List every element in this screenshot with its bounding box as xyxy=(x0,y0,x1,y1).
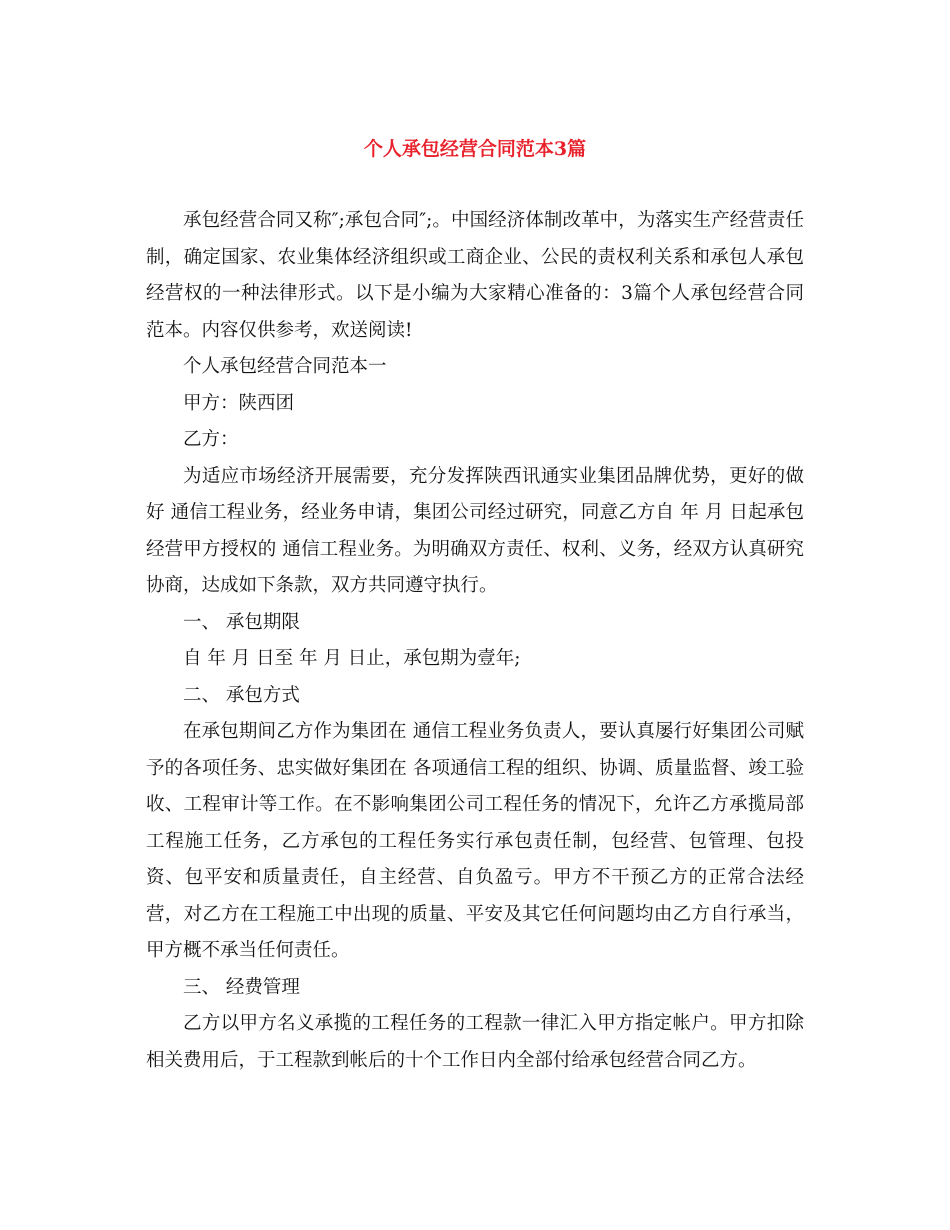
party-a-line: 甲方：陕西团 xyxy=(183,392,295,414)
clause-heading-term: 一、 承包期限 xyxy=(183,611,300,633)
party-b-line: 乙方： xyxy=(183,429,239,450)
document-title: 个人承包经营合同范本3篇 xyxy=(363,138,587,160)
clause-term-text: 自 年 月 日至 年 月 日止，承包期为壹年; xyxy=(183,648,521,669)
intro-paragraph: 承包经营合同又称″;承包合同″;。中国经济体制改革中，为落实生产经营责任制，确定国家、农业集体经济组织或工商企业、公民的责权利关系和承包人承包经营权的一种法律形式。以下是小编为大家精心准备的：3篇个人承包经营合同范本。内容仅供参考，欢送阅读! xyxy=(146,210,804,341)
preamble-paragraph: 为适应市场经济开展需要，充分发挥陕西讯通实业集团品牌优势，更好的做好 通信工程业务，经业务申请，集团公司经过研究，同意乙方自 年 月 日起承包经营甲方授权的 通信工程业务。为明确双方责任、权利、义务，经双方认真研究协商，达成如下条款，双方共同遵守执行。 xyxy=(146,465,804,596)
clause-method-text: 在承包期间乙方作为集团在 通信工程业务负责人，要认真屡行好集团公司赋予的各项任务、忠实做好集团在 各项通信工程的组织、协调、质量监督、竣工验收、工程审计等工作。在不影响集团公司工程任务的情况下，允许乙方承揽局部工程施工任务，乙方承包的工程任务实行承包责任制，包经营、包管理、包投资、包平安和质量责任，自主经营、自负盈亏。甲方不干预乙方的正常合法经营，对乙方在工程施工中出现的质量、平安及其它任何问题均由乙方自行承当，甲方概不承当任何责任。 xyxy=(146,721,804,961)
clause-heading-funds: 三、 经费管理 xyxy=(183,976,300,998)
clause-funds-text: 乙方以甲方名义承揽的工程任务的工程款一律汇入甲方指定帐户。甲方扣除相关费用后，于工程款到帐后的十个工作日内全部付给承包经营合同乙方。 xyxy=(146,1013,804,1071)
document-body xyxy=(146,203,804,1079)
section-heading-contract-one: 个人承包经营合同范本一 xyxy=(183,356,387,377)
clause-heading-method: 二、 承包方式 xyxy=(183,684,300,706)
